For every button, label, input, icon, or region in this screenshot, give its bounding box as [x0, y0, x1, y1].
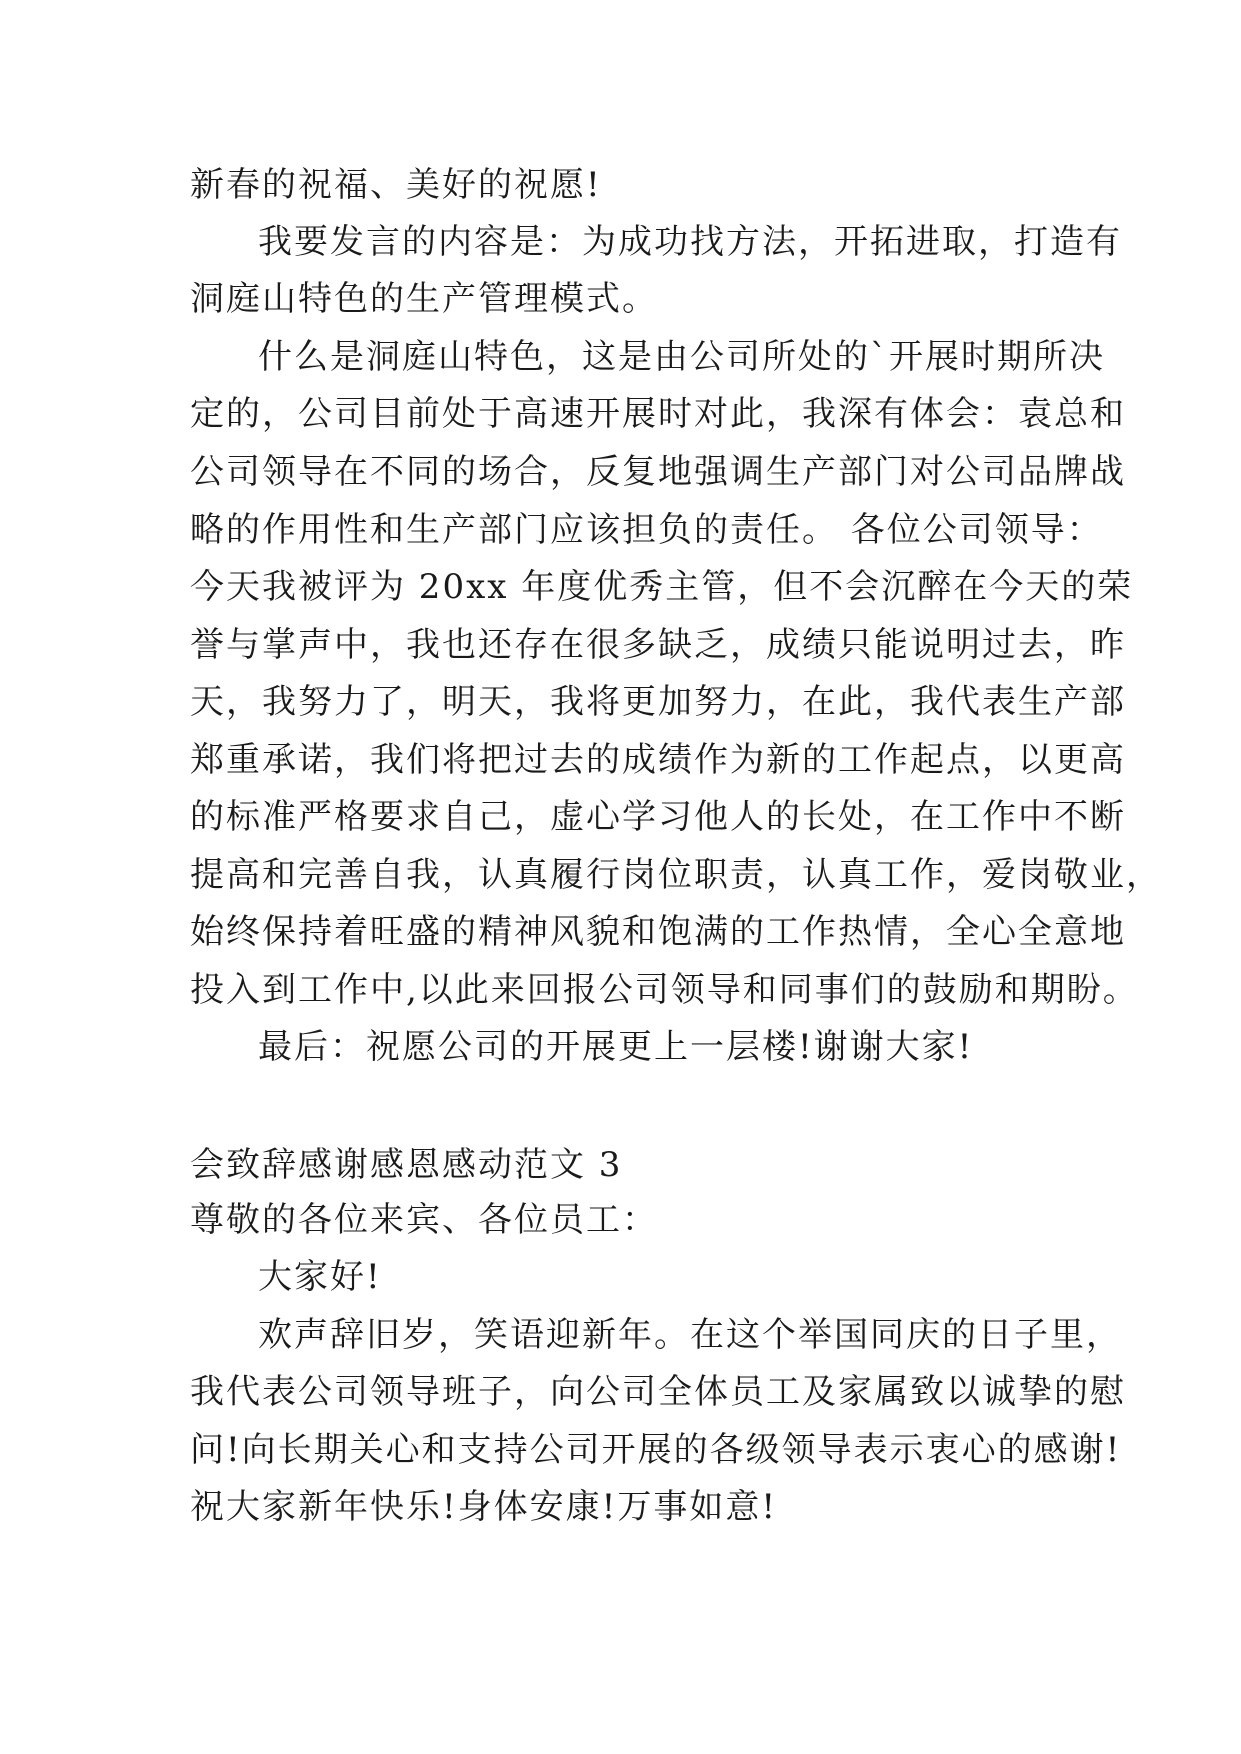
text-line: 定的，公司目前处于高速开展时对此，我深有体会：袁总和	[190, 394, 1126, 434]
text-line: 我代表公司领导班子，向公司全体员工及家属致以诚挚的慰	[190, 1372, 1126, 1412]
text-line: 我要发言的内容是：为成功找方法，开拓进取，打造有	[258, 222, 1122, 262]
text-line: 什么是洞庭山特色，这是由公司所处的`开展时期所决	[258, 337, 1105, 377]
text-line: 投入到工作中,以此来回报公司领导和同事们的鼓励和期盼。	[190, 970, 1139, 1010]
salutation: 尊敬的各位来宾、各位员工：	[190, 1200, 658, 1240]
greeting: 大家好!	[258, 1257, 382, 1297]
text-line: 洞庭山特色的生产管理模式。	[190, 279, 658, 319]
section-heading: 会致辞感谢感恩感动范文 3	[190, 1145, 623, 1185]
text-line: 天，我努力了，明天，我将更加努力，在此，我代表生产部	[190, 682, 1126, 722]
text-line: 最后：祝愿公司的开展更上一层楼!谢谢大家!	[258, 1027, 974, 1067]
text-line: 提高和完善自我，认真履行岗位职责，认真工作，爱岗敬业，	[190, 855, 1162, 895]
text-line: 公司领导在不同的场合，反复地强调生产部门对公司品牌战	[190, 452, 1126, 492]
text-line: 欢声辞旧岁，笑语迎新年。在这个举国同庆的日子里，	[258, 1315, 1122, 1355]
text-line: 祝大家新年快乐!身体安康!万事如意!	[190, 1487, 777, 1527]
text-line: 今天我被评为 20xx 年度优秀主管，但不会沉醉在今天的荣	[190, 567, 1134, 607]
text-line: 誉与掌声中，我也还存在很多缺乏，成绩只能说明过去，昨	[190, 625, 1126, 665]
text-line: 始终保持着旺盛的精神风貌和饱满的工作热情，全心全意地	[190, 912, 1126, 952]
text-line: 的标准严格要求自己，虚心学习他人的长处，在工作中不断	[190, 797, 1126, 837]
text-line: 略的作用性和生产部门应该担负的责任。 各位公司领导：	[190, 510, 1103, 550]
text-line: 问!向长期关心和支持公司开展的各级领导表示衷心的感谢!	[190, 1430, 1122, 1470]
text-line: 新春的祝福、美好的祝愿!	[190, 165, 602, 205]
text-line: 郑重承诺，我们将把过去的成绩作为新的工作起点，以更高	[190, 740, 1126, 780]
